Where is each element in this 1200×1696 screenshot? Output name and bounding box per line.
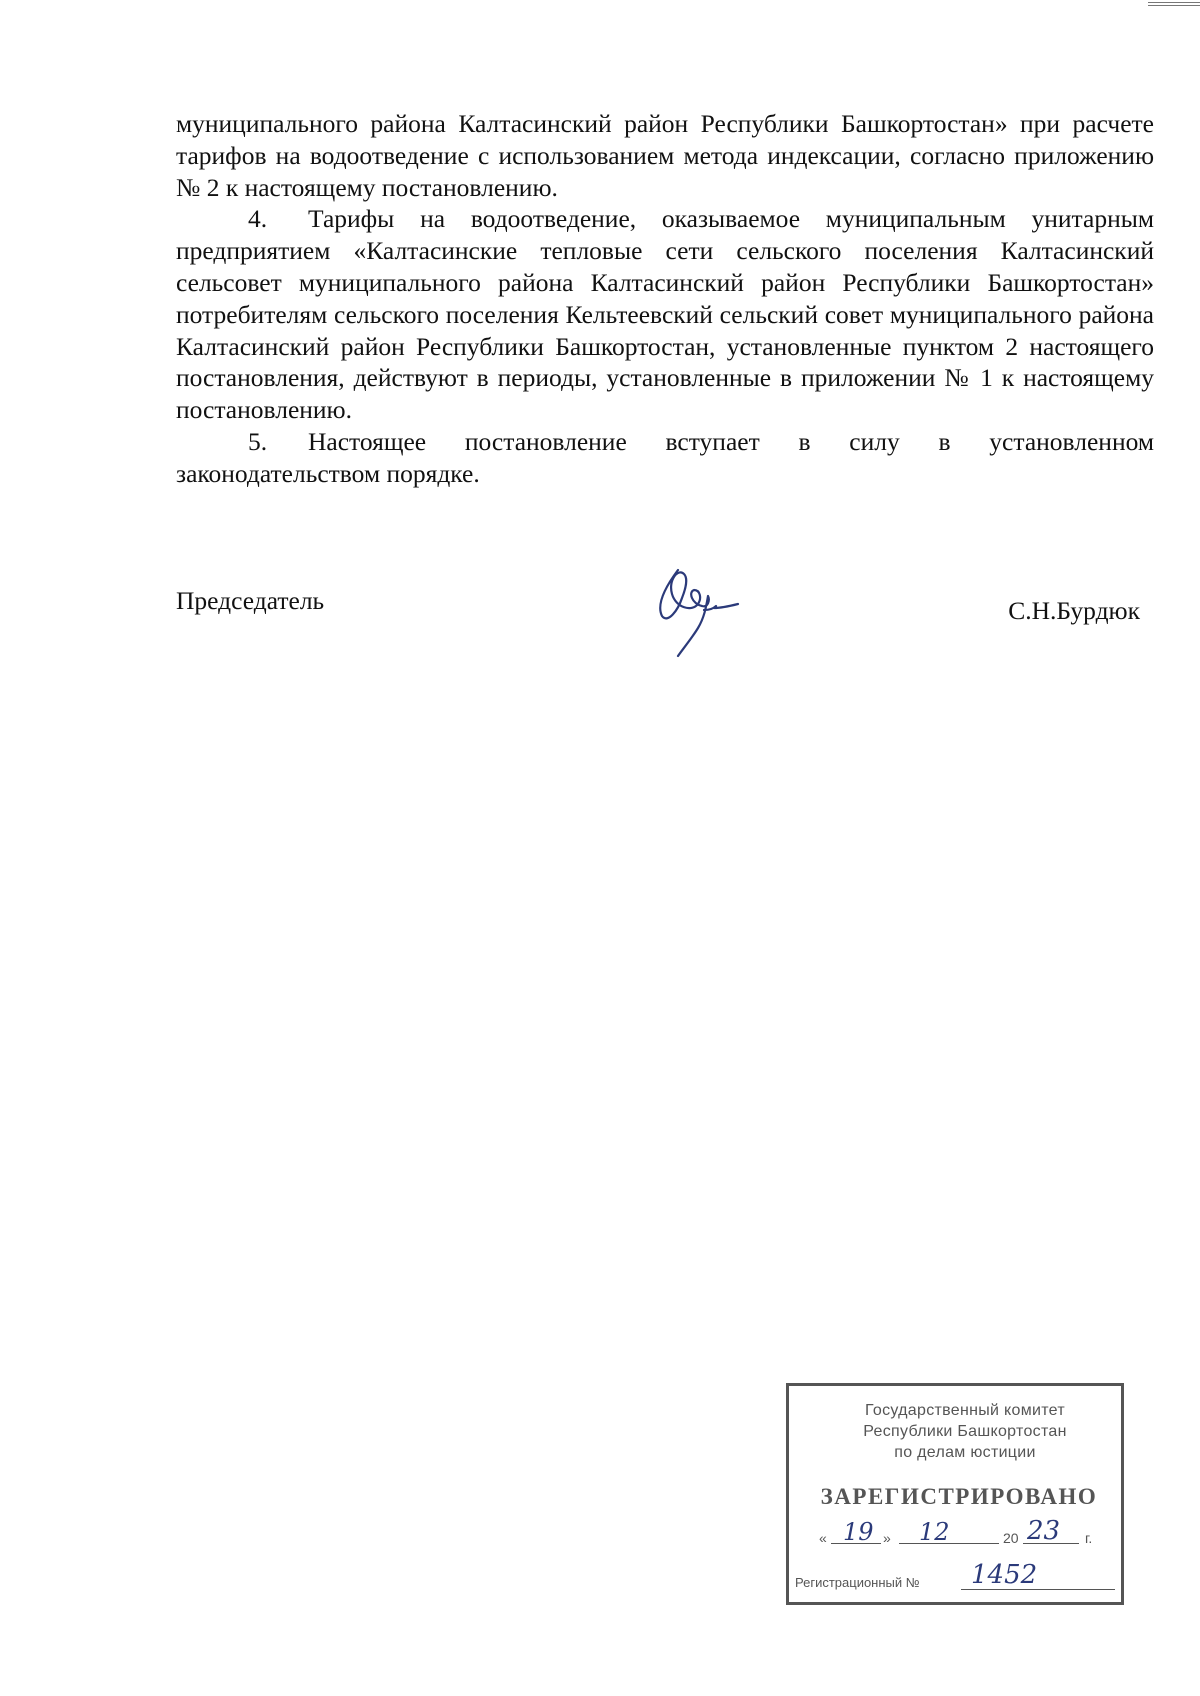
- document-body: [176, 108, 1154, 490]
- stamp-authority-line: Республики Башкортостан: [863, 1423, 1067, 1440]
- date-close-quote: »: [883, 1530, 891, 1546]
- date-open-quote: «: [819, 1530, 827, 1546]
- signatory-name: С.Н.Бурдюк: [1008, 596, 1140, 625]
- registration-label: Регистрационный №: [795, 1575, 920, 1590]
- stamp-registration-number: [795, 1562, 1115, 1596]
- signatory-title: Председатель: [176, 586, 325, 615]
- stamp-date: [819, 1516, 1109, 1550]
- stamp-authority-line: по делам юстиции: [894, 1444, 1036, 1461]
- stamp-authority-line: Государственный комитет: [865, 1402, 1065, 1419]
- paragraph-item-4: [176, 203, 1154, 426]
- date-day: 19: [843, 1518, 874, 1546]
- registration-stamp: [786, 1383, 1124, 1605]
- paragraph-text: Настоящее постановление вступает в силу в установленном законодательством порядке.: [176, 426, 1154, 488]
- paragraph-continuation: муниципального района Калтасинский район Республики Башкортостан» при расчете тарифов на водоотведение с использованием метода индексации, согласно приложению № 2 к настоящему постановлению.: [176, 109, 1154, 202]
- stamp-status: ЗАРЕГИСТРИРОВАНО: [820, 1484, 1098, 1509]
- date-year-unit: г.: [1085, 1530, 1093, 1546]
- date-year-suffix: 23: [1027, 1516, 1061, 1546]
- page-corner-mark: [1148, 0, 1200, 10]
- paragraph-text: Тарифы на водоотведение, оказываемое муниципальным унитарным предприятием «Калтасинские тепловые сети сельского поселения Калтасинский сельсовет муниципального района Калтасинский район Республики Башкортостан» потребителям сельского поселения Кельтеевский сельский совет муниципального района Калтасинский район Республики Башкортостан, установленные пунктом 2 настоящего постановления, действуют в периоды, установленные в приложении № 1 к настоящему постановлению.: [176, 204, 1154, 425]
- handwritten-signature: [648, 564, 748, 660]
- registration-number: 1452: [971, 1560, 1038, 1590]
- paragraph-item-5: [176, 426, 1154, 490]
- paragraph-number: 5.: [248, 426, 268, 456]
- stamp-authority: [819, 1400, 1111, 1463]
- date-year-prefix: 20: [1003, 1530, 1019, 1546]
- paragraph-number: 4.: [248, 204, 268, 234]
- date-month: 12: [919, 1518, 950, 1546]
- signature-block: [176, 586, 1140, 676]
